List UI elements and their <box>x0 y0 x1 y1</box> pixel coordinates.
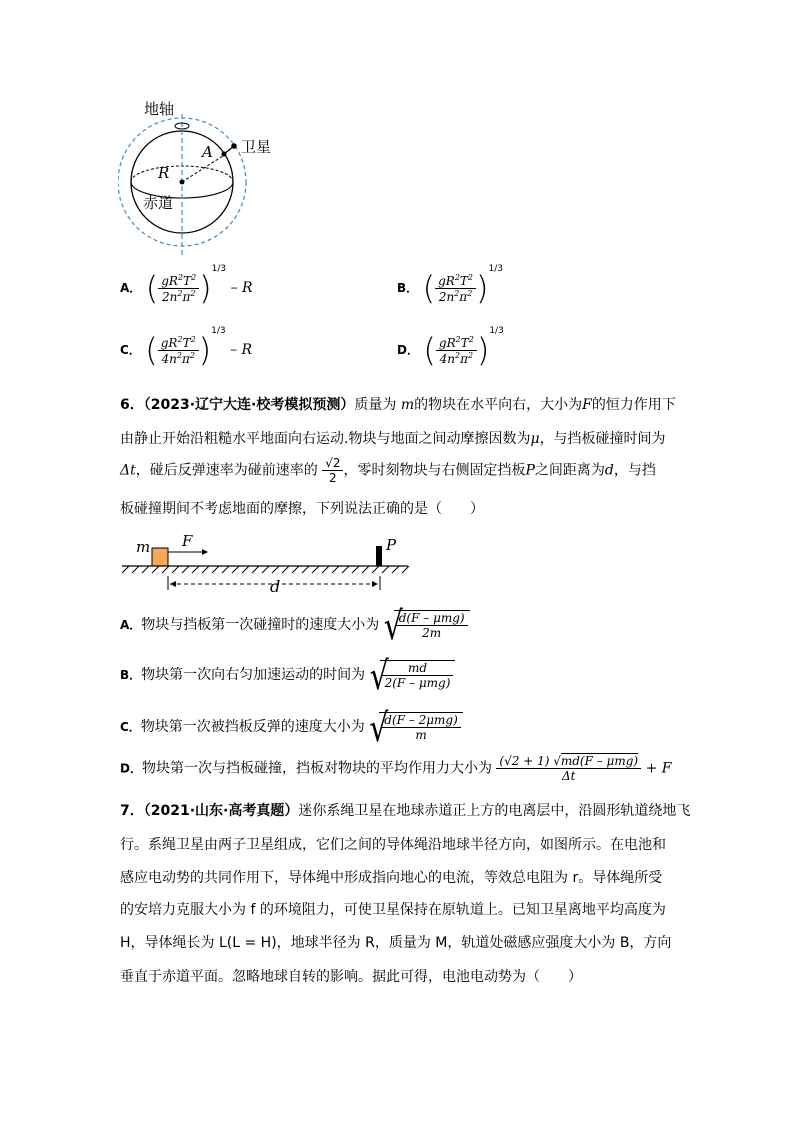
block <box>152 548 168 566</box>
fig-label-d: d <box>270 577 281 596</box>
q6-option-a[interactable]: A．物块与挡板第一次碰撞时的速度大小为 √ $\frac{\text{d(F – μmg)}}{2m}$ <box>120 610 470 640</box>
option-letter: C． <box>120 343 141 357</box>
satellite-dot <box>231 143 237 149</box>
q7-line-4: 的安培力克服大小为 f 的环境阻力，可使卫星保持在原轨道上。已知卫星离地平均高度为 <box>120 902 666 918</box>
q6-line-2: 由静止开始沿粗糙水平地面向右运动.物块与地面之间动摩擦因数为μ，与挡板碰撞时间为 <box>120 431 666 447</box>
q7-line-3: 感应电动势的共同作用下，导体绳中形成指向地心的电流，等效总电阻为 r。导体绳所受 <box>120 870 663 886</box>
q6-option-b[interactable]: B．物块第一次向右匀加速运动的时间为 √ $\frac{md}{\text{2(F – μmg)}}$ <box>120 660 455 690</box>
q7-line-5: H，导体绳长为 L(L = H)，地球半径为 R，质量为 M，轨道处磁感应强度大小为 B，方向 <box>120 935 672 951</box>
option-letter: D． <box>397 343 419 357</box>
q6-line-3: Δt，碰后反弹速率为碰前速率的 $\frac{√2}{2}$ ，零时刻物块与右侧固定挡板P之间距离为d，与挡 <box>120 456 656 485</box>
label-R: R <box>158 164 170 182</box>
q5-option-b[interactable]: B． ( $\frac{gR^2T^2}{2n^2\pi^2}$ )$^{1/3}$ <box>397 264 503 307</box>
block-wall-figure <box>118 534 418 604</box>
q7-line-6: 垂直于赤道平面。忽略地球自转的影响。据此可得，电池电动势为（ ） <box>120 969 582 985</box>
distance-arrow-right <box>372 581 378 587</box>
force-arrow-head <box>202 549 208 555</box>
q5-option-a[interactable]: A． ( $\frac{gR^2T^2}{2n^2\pi^2}$ )$^{1/3}$ – R <box>120 264 253 307</box>
q6-option-d[interactable]: D．物块第一次与挡板碰撞，挡板对物块的平均作用力大小为 $\frac{\text{(√2 + 1) √md(F – μmg)}}{\Delta t}$ + F <box>120 754 672 783</box>
q5-option-c[interactable]: C． ( $\frac{gR^2T^2}{4n^2\pi^2}$ )$^{1/3}$ – R <box>120 326 253 369</box>
center-dot <box>180 180 185 185</box>
fig-label-m: m <box>136 538 151 556</box>
label-satellite: 卫星 <box>241 138 272 156</box>
label-earth-axis: 地轴 <box>144 100 175 118</box>
q6-option-c[interactable]: C．物块第一次被挡板反弹的速度大小为 √ $\frac{\text{d(F – 2μmg)}}{m}$ <box>120 712 463 742</box>
q5-option-d[interactable]: D． ( $\frac{gR^2T^2}{4n^2\pi^2}$ )$^{1/3}$ <box>397 326 504 369</box>
q7-line-2: 行。系绳卫星由两子卫星组成，它们之间的导体绳沿地球半径方向，如图所示。在电池和 <box>120 837 666 853</box>
option-letter: A． <box>120 281 142 295</box>
ground-hatch <box>122 566 409 573</box>
option-letter: B． <box>397 281 419 295</box>
label-equator: 赤道 <box>143 194 174 212</box>
fig-label-F: F <box>182 532 193 550</box>
wall-P <box>376 546 382 566</box>
distance-arrow-left <box>170 581 176 587</box>
q6-line-1: 6．（2023·辽宁大连·校考模拟预测）质量为 m的物块在水平向右，大小为F的恒力作用下 <box>120 397 676 413</box>
q7-line-1: 7．（2021·山东·高考真题）迷你系绳卫星在地球赤道正上方的电离层中，沿圆形轨道绕地飞 <box>120 803 691 819</box>
fig-label-P: P <box>386 536 397 554</box>
point-A-dot <box>222 152 227 157</box>
earth-satellite-figure <box>118 96 298 266</box>
label-A: A <box>202 143 213 161</box>
q6-line-4: 板碰撞期间不考虑地面的摩擦，下列说法正确的是（ ） <box>120 501 484 517</box>
